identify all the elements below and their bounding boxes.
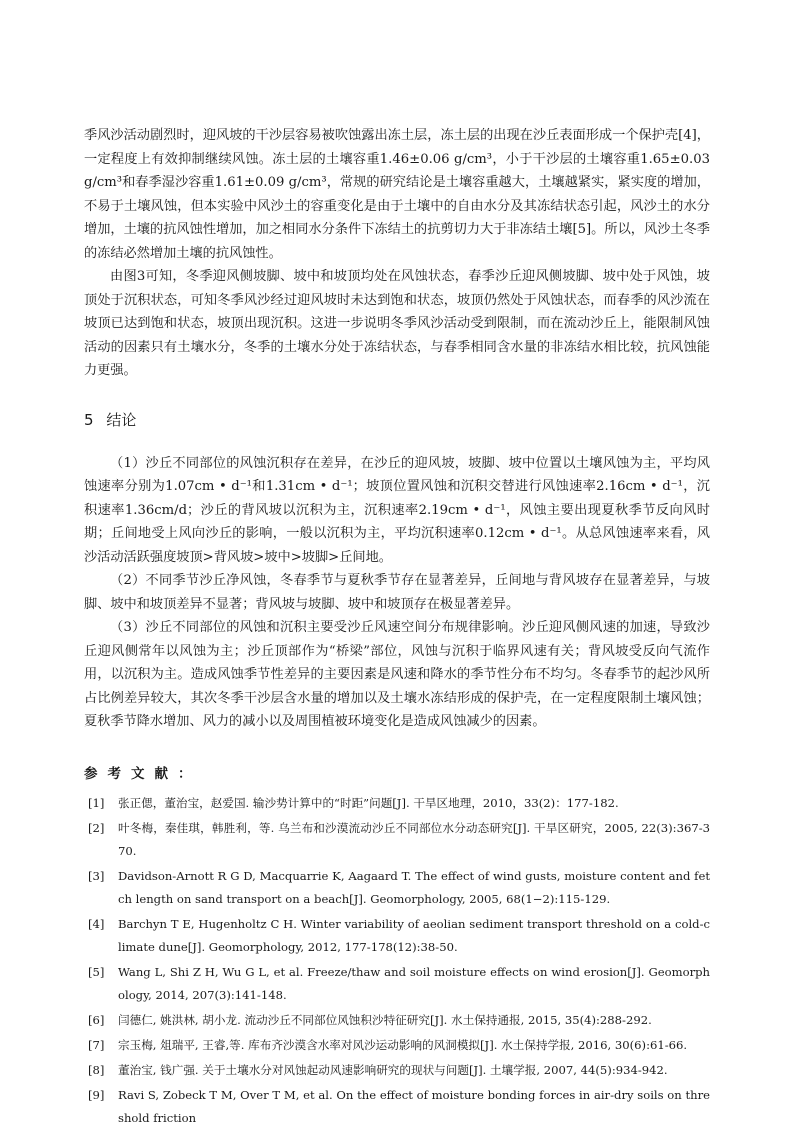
reference-index: [9] <box>88 1087 105 1102</box>
reference-item <box>84 792 710 815</box>
paper-page <box>84 124 710 1132</box>
reference-index: [7] <box>88 1037 105 1052</box>
reference-text: Davidson-Arnott R G D, Macquarrie K, Aagaard T. The effect of wind gusts, moisture content and fetch length on sand transport on a beach[J]. Geomorphology, 2005, 68(1−2):115-129. <box>118 868 710 906</box>
reference-text: Wang L, Shi Z H, Wu G L, et al. Freeze/thaw and soil moisture effects on wind erosion[J]. Geomorphology, 2014, 207(3):141-148. <box>118 964 710 1002</box>
reference-item <box>84 1009 710 1032</box>
conclusion-3: （3）沙丘不同部位的风蚀和沉积主要受沙丘风速空间分布规律影响。沙丘迎风侧风速的加速，导致沙丘迎风侧常年以风蚀为主；沙丘顶部作为“桥梁”部位，风蚀与沉积于临界风速有关；背风坡受反向气流作用，以沉积为主。造成风蚀季节性差异的主要因素是风速和降水的季节性分布不均匀。冬春季节的起沙风所占比例差异较大，其次冬季干沙层含水量的增加以及土壤水冻结形成的保护壳，在一定程度限制土壤风蚀；夏秋季节降水增加、风力的减小以及周围植被环境变化是造成风蚀减少的因素。 <box>84 620 710 729</box>
reference-item <box>84 865 710 911</box>
reference-text: Barchyn T E, Hugenholtz C H. Winter variability of aeolian sediment transport threshold on a cold-climate dune[J]. Geomorphology, 2012, 177-178(12):38-50. <box>118 916 710 954</box>
body-paragraph-2: 由图3可知，冬季迎风侧坡脚、坡中和坡顶均处在风蚀状态，春季沙丘迎风侧坡脚、坡中处于风蚀，坡顶处于沉积状态，可知冬季风沙经过迎风坡时未达到饱和状态，坡顶仍然处于风蚀状态，而春季的风沙流在坡顶已达到饱和状态，坡顶出现沉积。这进一步说明冬季风沙活动受到限制，而在流动沙丘上，能限制风蚀活动的因素只有土壤水分，冬季的土壤水分处于冻结状态，与春季相同含水量的非冻结水相比较，抗风蚀能力更强。 <box>84 269 710 378</box>
reference-index: [1] <box>88 795 105 810</box>
reference-item <box>84 1084 710 1130</box>
reference-text: 宗玉梅, 俎瑞平, 王睿,等. 库布齐沙漠含水率对风沙运动影响的风洞模拟[J]. 水土保持学报, 2016, 30(6):61-66. <box>118 1037 688 1052</box>
conclusion-1: （1）沙丘不同部位的风蚀沉积存在差异，在沙丘的迎风坡，坡脚、坡中位置以土壤风蚀为主，平均风蚀速率分别为1.07cm • d⁻¹和1.31cm • d⁻¹；坡顶位置风蚀和沉积交替进行风蚀速率2.16cm • d⁻¹，沉积速率1.36cm/d；沙丘的背风坡以沉积为主，沉积速率2.19cm • d⁻¹，风蚀主要出现夏秋季节反向风时期；丘间地受上风向沙丘的影响，一般以沉积为主，平均沉积速率0.12cm • d⁻¹。从总风蚀速率来看，风沙活动活跃强度坡顶>背风坡>坡中>坡脚>丘间地。 <box>84 455 710 565</box>
reference-index: [2] <box>88 820 105 835</box>
reference-item <box>84 1034 710 1057</box>
reference-index: [3] <box>88 868 105 883</box>
reference-text: 闫德仁, 姚洪林, 胡小龙. 流动沙丘不同部位风蚀积沙特征研究[J]. 水土保持通报, 2015, 35(4):288-292. <box>118 1012 652 1027</box>
reference-index: [8] <box>88 1062 105 1077</box>
reference-item <box>84 961 710 1007</box>
reference-text: 董治宝, 钱广强. 关于土壤水分对风蚀起动风速影响研究的现状与问题[J]. 土壤学报, 2007, 44(5):934-942. <box>118 1062 668 1077</box>
reference-item <box>84 1059 710 1082</box>
references-title: 参考文献： <box>84 765 202 782</box>
reference-list <box>84 792 710 1130</box>
reference-item <box>84 913 710 959</box>
body-paragraph-1: 季风沙活动剧烈时，迎风坡的干沙层容易被吹蚀露出冻土层，冻土层的出现在沙丘表面形成一个保护壳[4]，一定程度上有效抑制继续风蚀。冻土层的土壤容重1.46±0.06 g/cm³，小于干沙层的土壤容重1.65±0.03 g/cm³和春季湿沙容重1.61±0.09 g/cm³，常规的研究结论是土壤容重越大，土壤越紧实，紧实度的增加，不易于土壤风蚀，但本实验中风沙土的容重变化是由于土壤中的自由水分及其冻结状态引起，风沙土的水分增加，土壤的抗风蚀性增加，加之相同水分条件下冻结土的抗剪切力大于非冻结土壤[5]。所以，风沙土冬季的冻结必然增加土壤的抗风蚀性。 <box>84 128 710 261</box>
section-number: 5 <box>84 410 94 429</box>
reference-index: [5] <box>88 964 105 979</box>
conclusion-2: （2）不同季节沙丘净风蚀，冬春季节与夏秋季节存在显著差异，丘间地与背风坡存在显著差异，与坡脚、坡中和坡顶差异不显著；背风坡与坡脚、坡中和坡顶存在极显著差异。 <box>84 573 710 612</box>
reference-index: [6] <box>88 1012 105 1027</box>
conclusions-list <box>84 452 710 734</box>
reference-text: 叶冬梅，秦佳琪，韩胜利，等. 乌兰布和沙漠流动沙丘不同部位水分动态研究[J]. 干旱区研究，2005, 22(3):367-370. <box>118 820 710 858</box>
reference-item <box>84 817 710 863</box>
reference-text: 张正偲，董治宝，赵爱国. 输沙势计算中的“时距”问题[J]. 干旱区地理，2010，33(2)：177-182. <box>118 795 619 810</box>
section-title: 结论 <box>106 410 137 429</box>
reference-text: Ravi S, Zobeck T M, Over T M, et al. On the effect of moisture bonding forces in air-dry soils on threshold friction <box>118 1087 710 1125</box>
section-heading <box>84 409 710 430</box>
reference-index: [4] <box>88 916 105 931</box>
